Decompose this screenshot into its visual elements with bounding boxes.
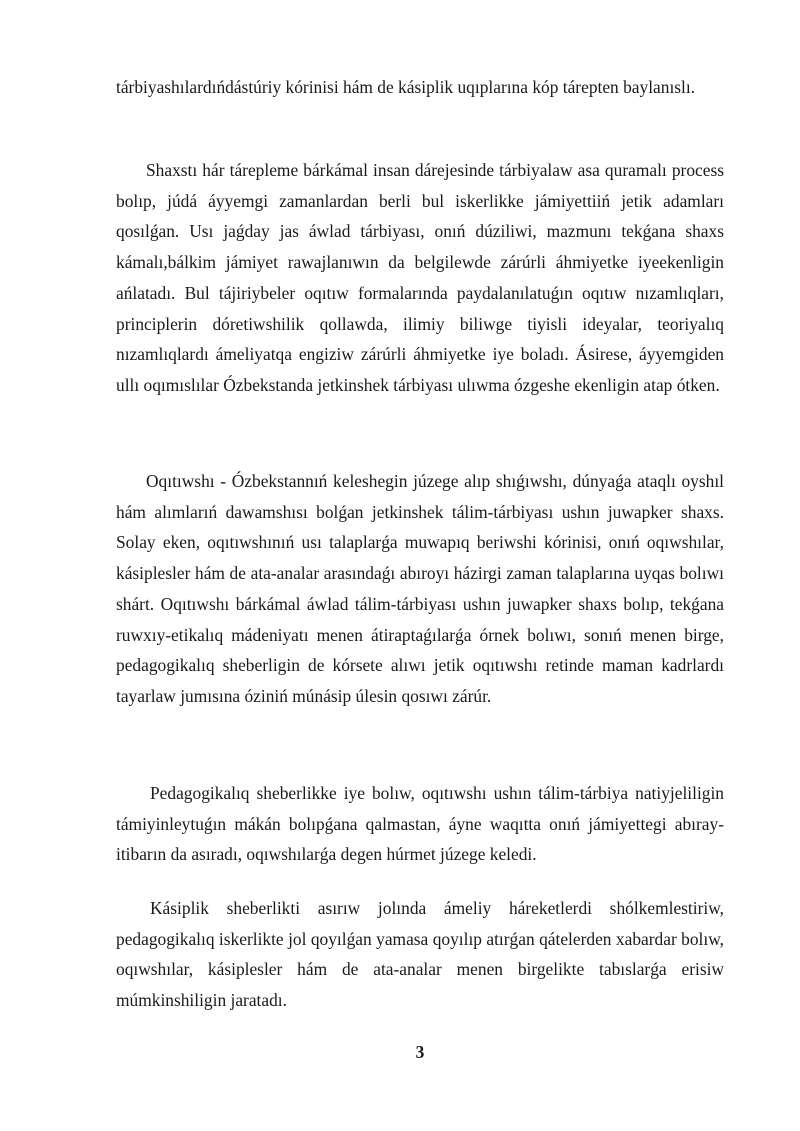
paragraph-3: Oqıtıwshı - Ózbekstannıń keleshegin júzege alıp shıǵıwshı, dúnyaǵa ataqlı oyshıl hám alımlarıń dawamshısı bolǵan jetkinshek tálim-tárbiyası ushın juwapker shaxs. Solay eken, oqıtıwshınıń usı talaplarǵa muwapıq beriwshi kórinisi, onıń oqıwshılar, kásiplesler hám de ata-analar arasındaǵı abıroyı házirgi zaman talaplarına uyqas bolıwı shárt. Oqıtıwshı bárkámal áwlad tálim-tárbiyası ushın juwapker shaxs bolıp, tekǵana ruwxıy-etikalıq mádeniyatı menen átiraptaǵılarǵa órnek bolıwı, sonıń menen birge, pedagogikalıq sheberligin de kórsete alıwı jetik oqıtıwshı retinde maman kadrlardı tayarlaw jumısına óziniń múnásip úlesin qosıwı zárúr. — [116, 471, 724, 706]
paragraph-4: Pedagogikalıq sheberlikke iye bolıw, oqıtıwshı ushın tálim-tárbiya natiyjeliligin támiyinleytuǵın mákán bolıpǵana qalmastan, áyne waqıtta onıń jámiyettegi abıray-itibarın da asıradı, oqıwshılarǵa degen húrmet júzege keledi. — [116, 783, 724, 865]
paragraph-5: Kásiplik sheberlikti asırıw jolında ámeliy háreketlerdi shólkemlestiriw, pedagogikalıq iskerlikte jol qoyılǵan yamasa qoyılıp atırǵan qátelerden xabardar bolıw, oqıwshılar, kásiplesler hám de ata-analar menen birgelikte tabıslarǵa erisiw múmkinshiligin jaratadı. — [116, 898, 724, 1011]
paragraph-2: Shaxstı hár tárepleme bárkámal insan dárejesinde tárbiyalaw asa quramalı process bolıp, júdá áyyemgi zamanlardan berli bul iskerlikke jámiyettiiń jetik adamları qosılǵan. Usı jaǵday jas áwlad tárbiyası, onıń dúziliwi, mazmunı tekǵana shaxs kámalı,bálkim jámiyet rawajlanıwın da belgilewde zárúrli áhmiyetke iyeekenligin ańlatadı. Bul tájiriybeler oqıtıw formalarında paydalanılatuǵın oqıtıw nızamlıqları, principlerin dóretiwshilik qollawda, ilimiy biliwge tiyisli ideyalar, teoriyalıq nızamlıqlardı ámeliyatqa engiziw zárúrli áhmiyetke iye boladı. Ásirese, áyyemgiden ullı oqımıslılar Ózbekstanda jetkinshek tárbiyası ulıwma ózgeshe ekenligin atap ótken. — [116, 160, 724, 395]
document-page — [116, 0, 724, 1131]
page-number: 3 — [415, 1042, 425, 1062]
paragraph-1: tárbiyashılardıńdástúriy kórinisi hám de kásiplik uqıplarına kóp tárepten baylanıslı. — [116, 77, 696, 97]
